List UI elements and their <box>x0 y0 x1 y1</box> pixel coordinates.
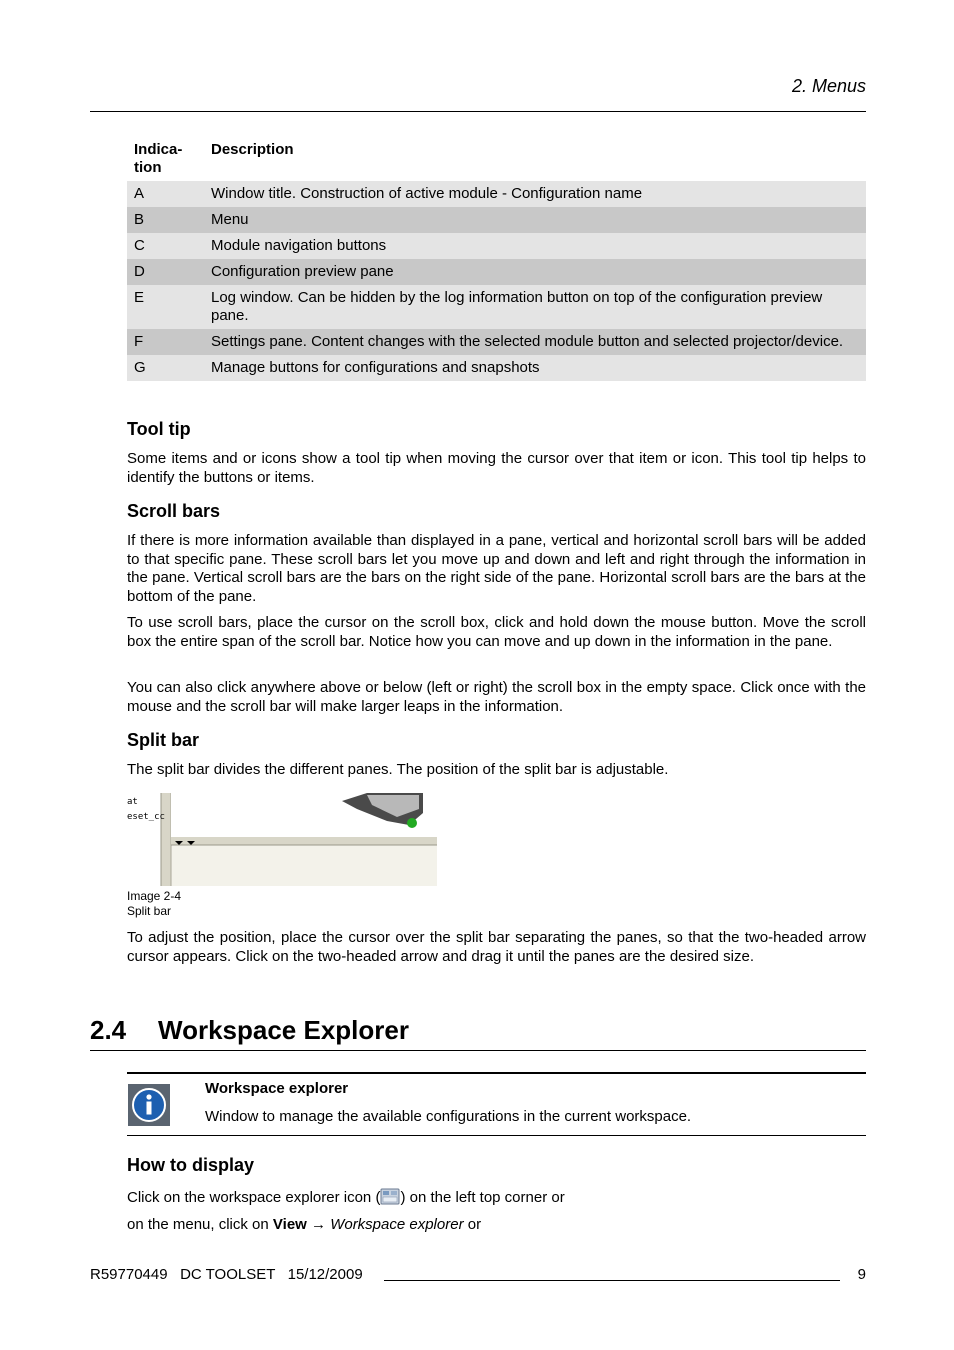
section-rule <box>90 1050 866 1051</box>
howto-line-2 <box>127 1216 481 1233</box>
tooltip-heading: Tool tip <box>127 419 191 439</box>
info-glyph <box>131 1087 167 1123</box>
section-title: Workspace Explorer <box>158 1015 409 1045</box>
table-cell-indication: C <box>127 233 204 259</box>
section-heading <box>90 1015 409 1046</box>
chapter-header: 2. Menus <box>791 76 866 96</box>
note-title: Workspace explorer <box>205 1080 349 1097</box>
table-cell-indication: E <box>127 285 204 329</box>
table-row <box>127 207 866 233</box>
table-row <box>127 181 866 207</box>
table-cell-indication: F <box>127 329 204 355</box>
table-header-description: Description <box>211 141 294 158</box>
table-cell-description: Log window. Can be hidden by the log information button on top of the configuration preview pane. <box>204 285 866 329</box>
note-text: Window to manage the available configurations in the current workspace. <box>205 1108 692 1125</box>
image-caption-number: Image 2-4 <box>127 889 182 903</box>
table-cell-indication: A <box>127 181 204 207</box>
table-header-indication: Indica- tion <box>134 141 183 176</box>
howto-line-2-start: on the menu, click on <box>127 1216 273 1233</box>
scrollbars-paragraph-2: To use scroll bars, place the cursor on the scroll box, click and hold down the mouse button. Move the scroll box the entire span of the scroll bar. Notice how you can move and up down in the information in the pane. <box>127 614 866 650</box>
footer-rule <box>384 1280 840 1281</box>
table-row <box>127 259 866 285</box>
page-number: 9 <box>857 1266 866 1283</box>
table-cell-description: Menu <box>204 207 866 233</box>
howto-line-1-start: Click on the workspace explorer icon ( <box>127 1189 381 1206</box>
footer-document-info: R59770449 DC TOOLSET 15/12/2009 <box>90 1266 363 1283</box>
table-cell-indication: D <box>127 259 204 285</box>
splitbar-paragraph-1: The split bar divides the different panes. The position of the split bar is adjustable. <box>127 761 669 778</box>
menu-workspace-explorer: Workspace explorer <box>330 1216 464 1233</box>
table-cell-indication: B <box>127 207 204 233</box>
howto-line-1-end: ) on the left top corner or <box>400 1189 565 1206</box>
menu-view: View <box>272 1216 307 1233</box>
menu-arrow: → <box>306 1216 331 1233</box>
splitbar-heading: Split bar <box>127 730 200 750</box>
split-image-label-1: at <box>127 797 138 807</box>
indication-table <box>127 138 866 381</box>
section-number: 2.4 <box>90 1015 127 1045</box>
table-row <box>127 329 866 355</box>
howto-line-2-end: or <box>463 1216 482 1233</box>
image-caption-title: Split bar <box>127 904 172 918</box>
table-cell-description: Module navigation buttons <box>204 233 866 259</box>
info-icon <box>128 1084 170 1126</box>
table-row <box>127 355 866 381</box>
table-cell-description: Configuration preview pane <box>204 259 866 285</box>
table-cell-description: Window title. Construction of active module - Configuration name <box>204 181 866 207</box>
howto-line-1 <box>127 1188 565 1206</box>
splitbar-paragraph-2: To adjust the position, place the cursor over the split bar separating the panes, so that the two-headed arrow cursor appears. Click on the two-headed arrow and drag it until the panes are the desired size. <box>127 929 866 965</box>
note-bottom-rule <box>127 1135 866 1136</box>
split-bar-illustration <box>127 793 437 886</box>
split-image-label-2: eset_cc <box>127 812 165 822</box>
table-cell-indication: G <box>127 355 204 381</box>
note-top-rule <box>127 1072 866 1074</box>
header-rule <box>90 111 866 112</box>
tooltip-paragraph: Some items and or icons show a tool tip when moving the cursor over that item or icon. This tool tip helps to identify the buttons or items. <box>127 450 866 486</box>
table-cell-description: Settings pane. Content changes with the selected module button and selected projector/device. <box>204 329 866 355</box>
howto-heading: How to display <box>127 1155 255 1175</box>
table-row <box>127 285 866 329</box>
scrollbars-paragraph-1: If there is more information available than displayed in a pane, vertical and horizontal scroll bars will be added to that specific pane. These scroll bars let you move up and down and left and right through the information in the pane. Vertical scroll bars are the bars on the right side of the pane. Horizontal scroll bars are the bars at the bottom of the pane. <box>127 532 866 605</box>
table-header-row <box>127 138 866 181</box>
workspace-explorer-icon <box>380 1188 400 1205</box>
scrollbars-paragraph-3: You can also click anywhere above or below (left or right) the scroll box in the empty space. Click once with the mouse and the scroll bar will make larger leaps in the information. <box>127 679 866 715</box>
table-cell-description: Manage buttons for configurations and snapshots <box>204 355 866 381</box>
table-row <box>127 233 866 259</box>
scrollbars-heading: Scroll bars <box>127 501 221 521</box>
split-bar-screenshot <box>127 793 437 886</box>
